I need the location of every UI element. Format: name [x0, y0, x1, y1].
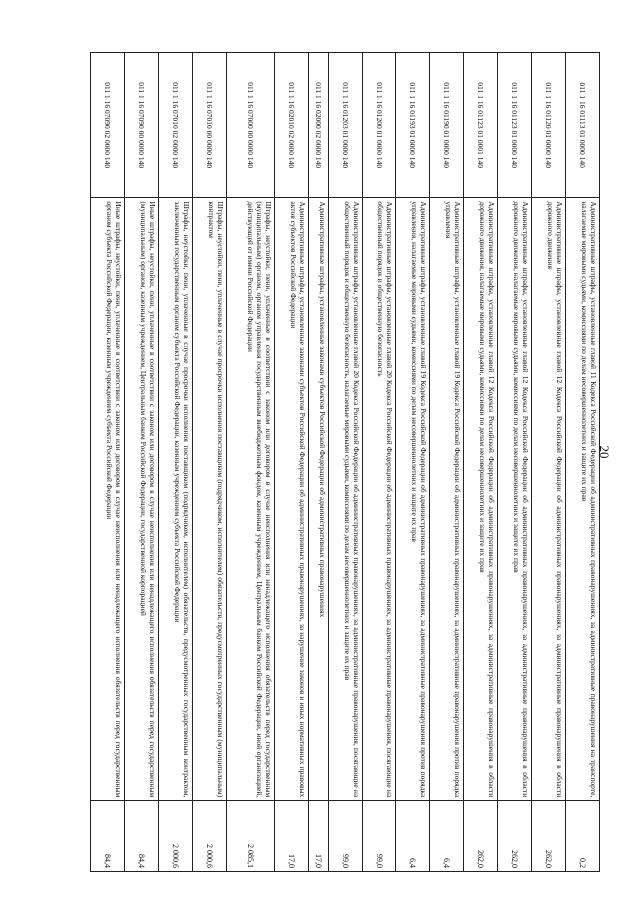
description-cell: Штрафы, неустойки, пени, уплаченные в случае просрочки исполнения поставщиком (подрядчиком, исполнителем) обязательств, предусмотренных государственным (муниципальным) контрактом	[192, 198, 226, 801]
amount-cell: 2 000,6	[192, 801, 226, 872]
description-cell: Административные штрафы, установленные законами субъектов Российской Федерации об административных правонарушениях, за нарушение законов и иных нормативных правовых актов субъектов Российской Федерации	[275, 198, 309, 801]
budget-code-cell: 011 1 16 01120 01 0000 140	[532, 53, 566, 198]
amount-cell: 99,0	[328, 801, 362, 872]
budget-code-cell: 011 1 16 07010 02 0000 140	[159, 53, 193, 198]
description-cell: Административные штрафы, установленные главой 19 Кодекса Российской Федерации об административных правонарушениях, за административные правонарушения против порядка управления	[430, 198, 464, 801]
table-row	[532, 53, 566, 872]
description-cell: Административные штрафы, установленные главой 12 Кодекса Российской Федерации об административных правонарушениях, за административные правонарушения в области дорожного движения	[532, 198, 566, 801]
table-row	[159, 53, 193, 872]
budget-code-cell: 011 1 16 07090 02 0000 140	[91, 53, 125, 198]
amount-cell: 262,0	[532, 801, 566, 872]
budget-code-cell: 011 1 16 07090 00 0000 140	[125, 53, 159, 198]
revenue-table-body	[91, 53, 600, 872]
budget-code-cell: 011 1 16 02010 02 0000 140	[275, 53, 309, 198]
table-row	[362, 53, 396, 872]
budget-code-cell: 011 1 16 07000 00 0000 140	[226, 53, 274, 198]
amount-cell: 99,0	[362, 801, 396, 872]
description-cell: Административные штрафы, установленные главой 12 Кодекса Российской Федерации об административных правонарушениях, за административные правонарушения в области дорожного движения, налагаемые мировыми судьями, комиссиями по делам несовершеннолетних и защите их прав	[464, 198, 498, 801]
amount-cell: 84,4	[125, 801, 159, 872]
table-row	[566, 53, 600, 872]
description-cell: Административные штрафы, установленные главой 19 Кодекса Российской Федерации об административных правонарушениях, за административные правонарушения против порядка управления, налагаемые мировыми судьями, комиссиями по делам несовершеннолетних и защите их прав	[396, 198, 430, 801]
table-row	[498, 53, 532, 872]
amount-cell: 0,2	[566, 801, 600, 872]
description-cell: Иные штрафы, неустойки, пени, уплаченные в соответствии с законом или договором в случае неисполнения или ненадлежащего исполнения обязательств перед государственным органом субъекта Российской Федерации, казенным учреждением субъекта Российской Федерации	[91, 198, 125, 801]
amount-cell: 17,0	[275, 801, 309, 872]
table-row	[226, 53, 274, 872]
table-row	[328, 53, 362, 872]
description-cell: Административные штрафы, установленные главой 12 Кодекса Российской Федерации об административных правонарушениях, за административные правонарушения в области дорожного движения, налагаемые мировыми судьями, комиссиями по делам несовершеннолетних и защите их прав	[498, 198, 532, 801]
description-cell: Административные штрафы, установленные законами субъектов Российской Федерации об административных правонарушениях	[309, 198, 328, 801]
budget-code-cell: 011 1 16 01193 01 0000 140	[396, 53, 430, 198]
amount-cell: 2 085,1	[226, 801, 274, 872]
description-cell: Штрафы, неустойки, пени, уплаченные в случае просрочки исполнения поставщиком (подрядчиком, исполнителем) обязательств, предусмотренных государственным контрактом, заключенным государственным органом субъекта Российской Федерации, казенным учреждением субъекта Российской Федерации	[159, 198, 193, 801]
revenue-table	[90, 52, 600, 872]
description-cell: Административные штрафы, установленные главой 20 Кодекса Российской Федерации об административных правонарушениях, за административные правонарушения, посягающие на общественный порядок и общественную безопасность, налагаемые мировыми судьями, комиссиями по делам несовершеннолетних и защите их прав	[328, 198, 362, 801]
budget-code-cell: 011 1 16 01123 01 0000 140	[498, 53, 532, 198]
amount-cell: 17,0	[309, 801, 328, 872]
table-row	[125, 53, 159, 872]
amount-cell: 6,4	[430, 801, 464, 872]
budget-code-cell: 011 1 16 01123 01 0001 140	[464, 53, 498, 198]
budget-code-cell: 011 1 16 01200 01 0000 140	[362, 53, 396, 198]
table-row	[192, 53, 226, 872]
table-row	[275, 53, 309, 872]
amount-cell: 262,0	[464, 801, 498, 872]
description-cell: Штрафы, неустойки, пени, уплаченные в соответствии с законом или договором в случае неисполнения или ненадлежащего исполнения обязательств перед государственным (муниципальным) органом, органом управления государственным внебюджетным фондом, казенным учреждением, Центральным банком Российской Федерации, иной организацией, действующей от имени Российской Федерации	[226, 198, 274, 801]
description-cell: Иные штрафы, неустойки, пени, уплаченные в соответствии с законом или договором в случае неисполнения или ненадлежащего исполнения обязательств перед государственным (муниципальным) органом, казенным учреждением, Центральным банком Российской Федерации, государственной корпорацией	[125, 198, 159, 801]
amount-cell: 6,4	[396, 801, 430, 872]
amount-cell: 84,4	[91, 801, 125, 872]
description-cell: Административные штрафы, установленные главой 11 Кодекса Российской Федерации об административных правонарушениях, за административные правонарушения на транспорте, налагаемые мировыми судьями, комиссиями по делам несовершеннолетних и защите их прав	[566, 198, 600, 801]
table-row	[430, 53, 464, 872]
budget-code-cell: 011 1 16 07010 00 0000 140	[192, 53, 226, 198]
budget-code-cell: 011 1 16 01190 01 0000 140	[430, 53, 464, 198]
table-row	[309, 53, 328, 872]
amount-cell: 2 000,6	[159, 801, 193, 872]
budget-code-cell: 011 1 16 01203 01 0000 140	[328, 53, 362, 198]
page-number: 20	[597, 445, 612, 459]
amount-cell: 262,0	[498, 801, 532, 872]
table-row	[464, 53, 498, 872]
table-row	[91, 53, 125, 872]
description-cell: Административные штрафы, установленные главой 20 Кодекса Российской Федерации об административных правонарушениях, за административные правонарушения, посягающие на общественный порядок и общественную безопасность	[362, 198, 396, 801]
table-row	[396, 53, 430, 872]
revenue-table-container	[90, 52, 600, 872]
budget-code-cell: 011 1 16 02000 02 0000 140	[309, 53, 328, 198]
budget-code-cell: 011 1 16 01113 01 0000 140	[566, 53, 600, 198]
